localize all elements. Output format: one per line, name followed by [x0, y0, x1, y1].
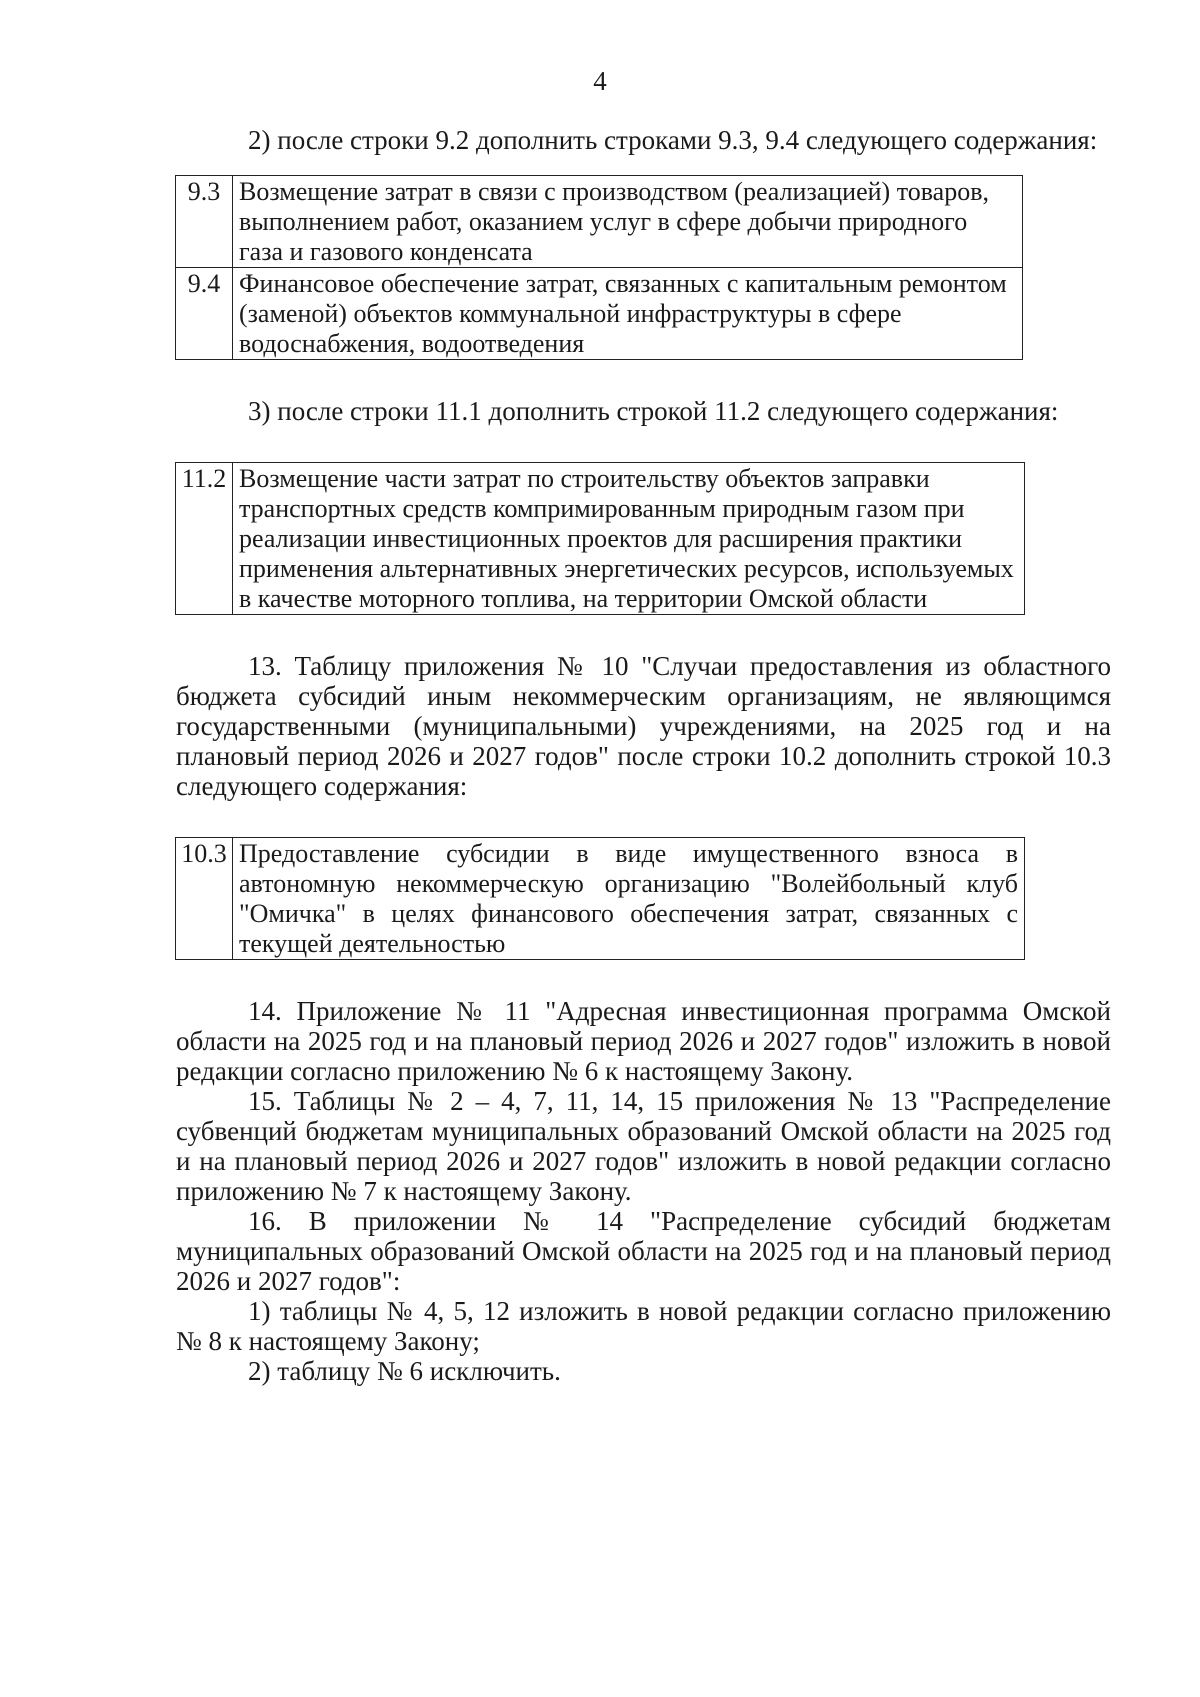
table-row — [176, 463, 1025, 615]
row-text: Предоставление субсидии в виде имущественного взноса в автономную некоммерческую организацию "Волейбольный клуб "Омичка" в целях финансового обеспечения затрат, связанных с текущей деятельностью — [233, 838, 1025, 960]
paragraph-16-item-1: 1) таблицы № 4, 5, 12 изложить в новой редакции согласно приложению № 8 к настоящему Закону; — [176, 1296, 1111, 1356]
amendment-table-3 — [175, 837, 1025, 960]
paragraph-16-item-2: 2) таблицу № 6 исключить. — [248, 1356, 561, 1386]
paragraph-13: 13. Таблицу приложения № 10 "Случаи предоставления из областного бюджета субсидий иным некоммерческим организациям, не являющимся государственными (муниципальными) учреждениями, на 2025 год и на плановый период 2026 и 2027 годов" после строки 10.2 дополнить строкой 10.3 следующего содержания: — [176, 651, 1111, 801]
table-row — [176, 838, 1025, 960]
row-text: Возмещение затрат в связи с производством (реализацией) товаров, выполнением работ, оказанием услуг в сфере добычи природного газа и газового конденсата — [233, 176, 1023, 268]
row-number: 9.4 — [176, 268, 233, 360]
row-text: Возмещение части затрат по строительству объектов заправки транспортных средств компримированным природным газом при реализации инвестиционных проектов для расширения практики применения альтернативных энергетических ресурсов, используемых в качестве моторного топлива, на территории Омской области — [233, 463, 1025, 615]
item-2-intro: 2) после строки 9.2 дополнить строками 9.3, 9.4 следующего содержания: — [248, 125, 1098, 155]
paragraph-16: 16. В приложении № 14 "Распределение субсидий бюджетам муниципальных образований Омской области на 2025 год и на плановый период 2026 и 2027 годов": — [176, 1206, 1111, 1296]
row-text: Финансовое обеспечение затрат, связанных с капитальным ремонтом (заменой) объектов коммунальной инфраструктуры в сфере водоснабжения, водоотведения — [233, 268, 1023, 360]
amendment-table-1 — [175, 175, 1023, 360]
row-number: 9.3 — [176, 176, 233, 268]
page-number: 4 — [593, 66, 607, 96]
table-row — [176, 176, 1023, 268]
table-row — [176, 268, 1023, 360]
row-number: 10.3 — [176, 838, 233, 960]
item-3-intro: 3) после строки 11.1 дополнить строкой 11.2 следующего содержания: — [248, 396, 1059, 426]
paragraph-15: 15. Таблицы № 2 – 4, 7, 11, 14, 15 приложения № 13 "Распределение субвенций бюджетам муниципальных образований Омской области на 2025 год и на плановый период 2026 и 2027 годов" изложить в новой редакции согласно приложению № 7 к настоящему Закону. — [176, 1086, 1111, 1206]
paragraph-14: 14. Приложение № 11 "Адресная инвестиционная программа Омской области на 2025 год и на плановый период 2026 и 2027 годов" изложить в новой редакции согласно приложению № 6 к настоящему Закону. — [176, 996, 1111, 1086]
document-body — [176, 125, 1111, 1386]
amendment-table-2 — [175, 462, 1025, 615]
row-number: 11.2 — [176, 463, 233, 615]
